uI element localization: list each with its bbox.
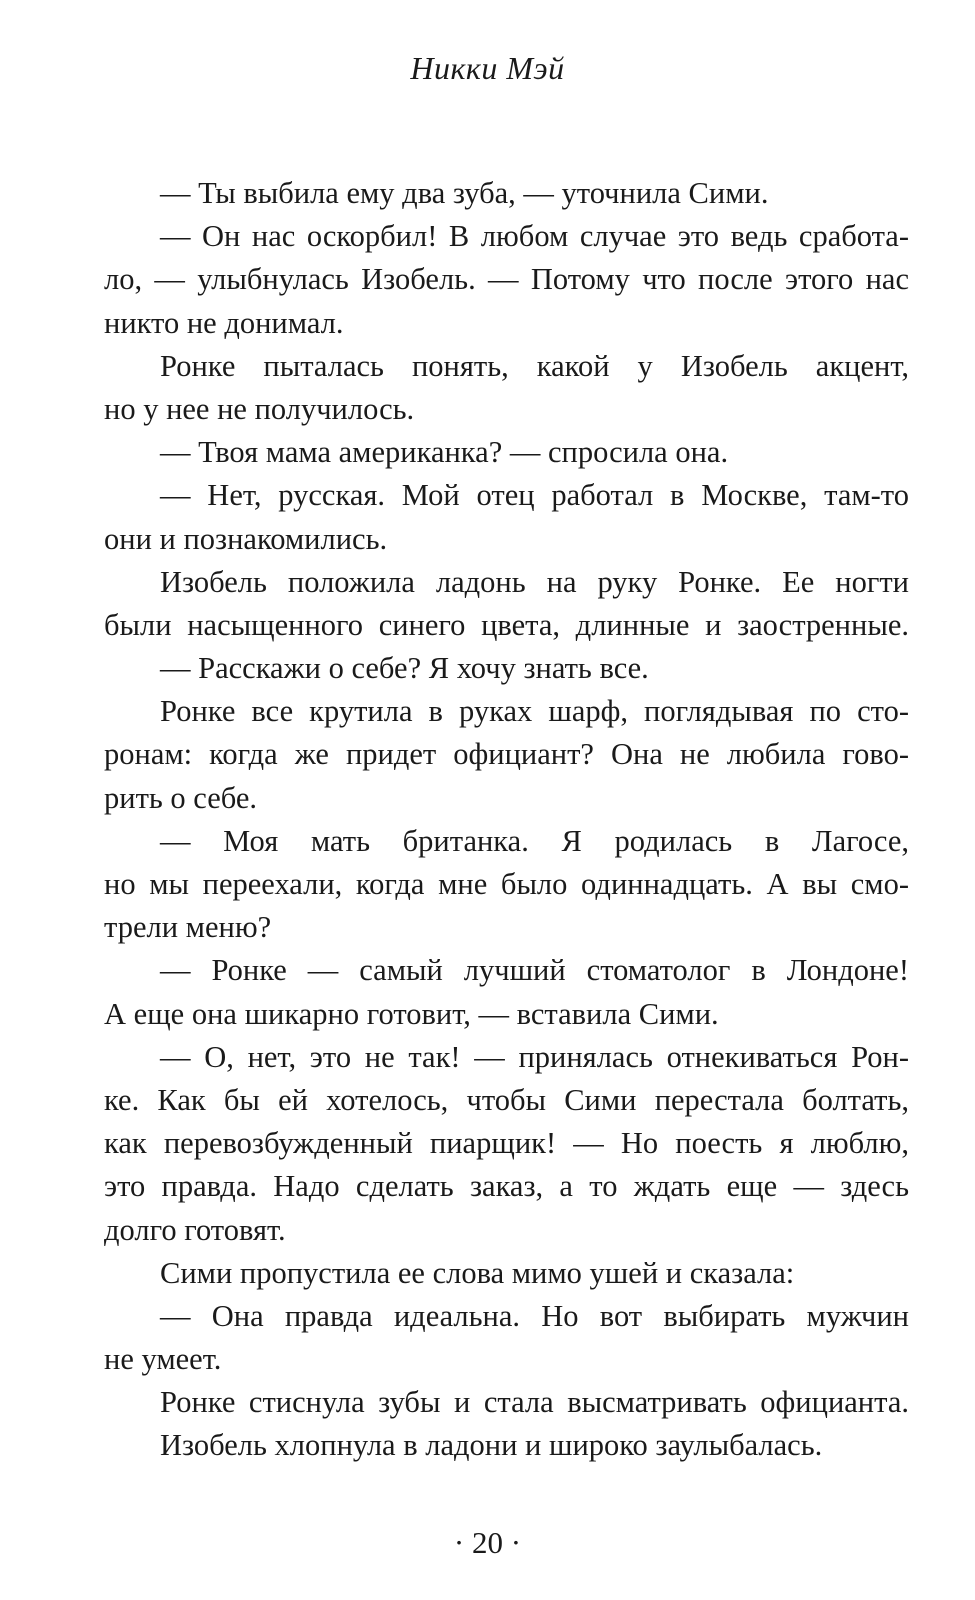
text-line: — Ронке — самый лучший стоматолог в Лондоне!: [160, 953, 909, 988]
text-line: А еще она шикарно готовит, — вставила Сими.: [104, 996, 719, 1031]
text-line: — Моя мать британка. Я родилась в Лагосе,: [160, 823, 909, 858]
text-line: Ронке стиснула зубы и стала высматривать официанта.: [160, 1385, 909, 1420]
text-line: они и познакомились.: [104, 521, 388, 556]
text-line: но у нее не получилось.: [104, 391, 415, 426]
text-line: Ронке пыталась понять, какой у Изобель акцент,: [160, 348, 909, 383]
text-line: никто не донимал.: [104, 305, 344, 340]
text-line: трели меню?: [104, 910, 272, 945]
text-line: ло, — улыбнулась Изобель. — Потому что после этого нас: [104, 262, 909, 297]
text-line: — Нет, русская. Мой отец работал в Москве, там-то: [160, 478, 909, 513]
text-line: рить о себе.: [104, 780, 258, 815]
running-head-author: Никки Мэй: [410, 50, 565, 86]
text-line: это правда. Надо сделать заказ, а то ждать еще — здесь: [104, 1169, 909, 1204]
text-line: — Он нас оскорбил! В любом случае это ведь сработа-: [160, 219, 909, 254]
text-line: Изобель положила ладонь на руку Ронке. Ее ногти: [160, 564, 909, 599]
text-line: были насыщенного синего цвета, длинные и заостренные.: [104, 607, 909, 642]
body-text: [104, 172, 909, 1468]
text-line: Сими пропустила ее слова мимо ушей и сказала:: [160, 1255, 795, 1290]
text-line: — Твоя мама американка? — спросила она.: [160, 435, 729, 470]
page-number: · 20 ·: [453, 1525, 522, 1560]
text-line: — О, нет, это не так! — принялась отнекиваться Рон-: [160, 1039, 909, 1074]
text-line: Изобель хлопнула в ладони и широко заулыбалась.: [160, 1428, 823, 1463]
text-line: ке. Как бы ей хотелось, чтобы Сими перестала болтать,: [104, 1082, 909, 1117]
text-line: не умеет.: [104, 1342, 222, 1377]
text-line: ронам: когда же придет официант? Она не любила гово-: [104, 737, 909, 772]
text-line: Ронке все крутила в руках шарф, поглядывая по сто-: [160, 694, 909, 729]
text-line: — Расскажи о себе? Я хочу знать все.: [160, 651, 649, 686]
text-line: но мы переехали, когда мне было одиннадцать. А вы смо-: [104, 867, 909, 901]
text-line: — Ты выбила ему два зуба, — уточнила Сими.: [160, 176, 769, 210]
text-line: — Она правда идеальна. Но вот выбирать мужчин: [160, 1298, 909, 1333]
text-line: как перевозбужденный пиарщик! — Но поесть я люблю,: [104, 1126, 909, 1161]
text-line: долго готовят.: [104, 1212, 286, 1247]
